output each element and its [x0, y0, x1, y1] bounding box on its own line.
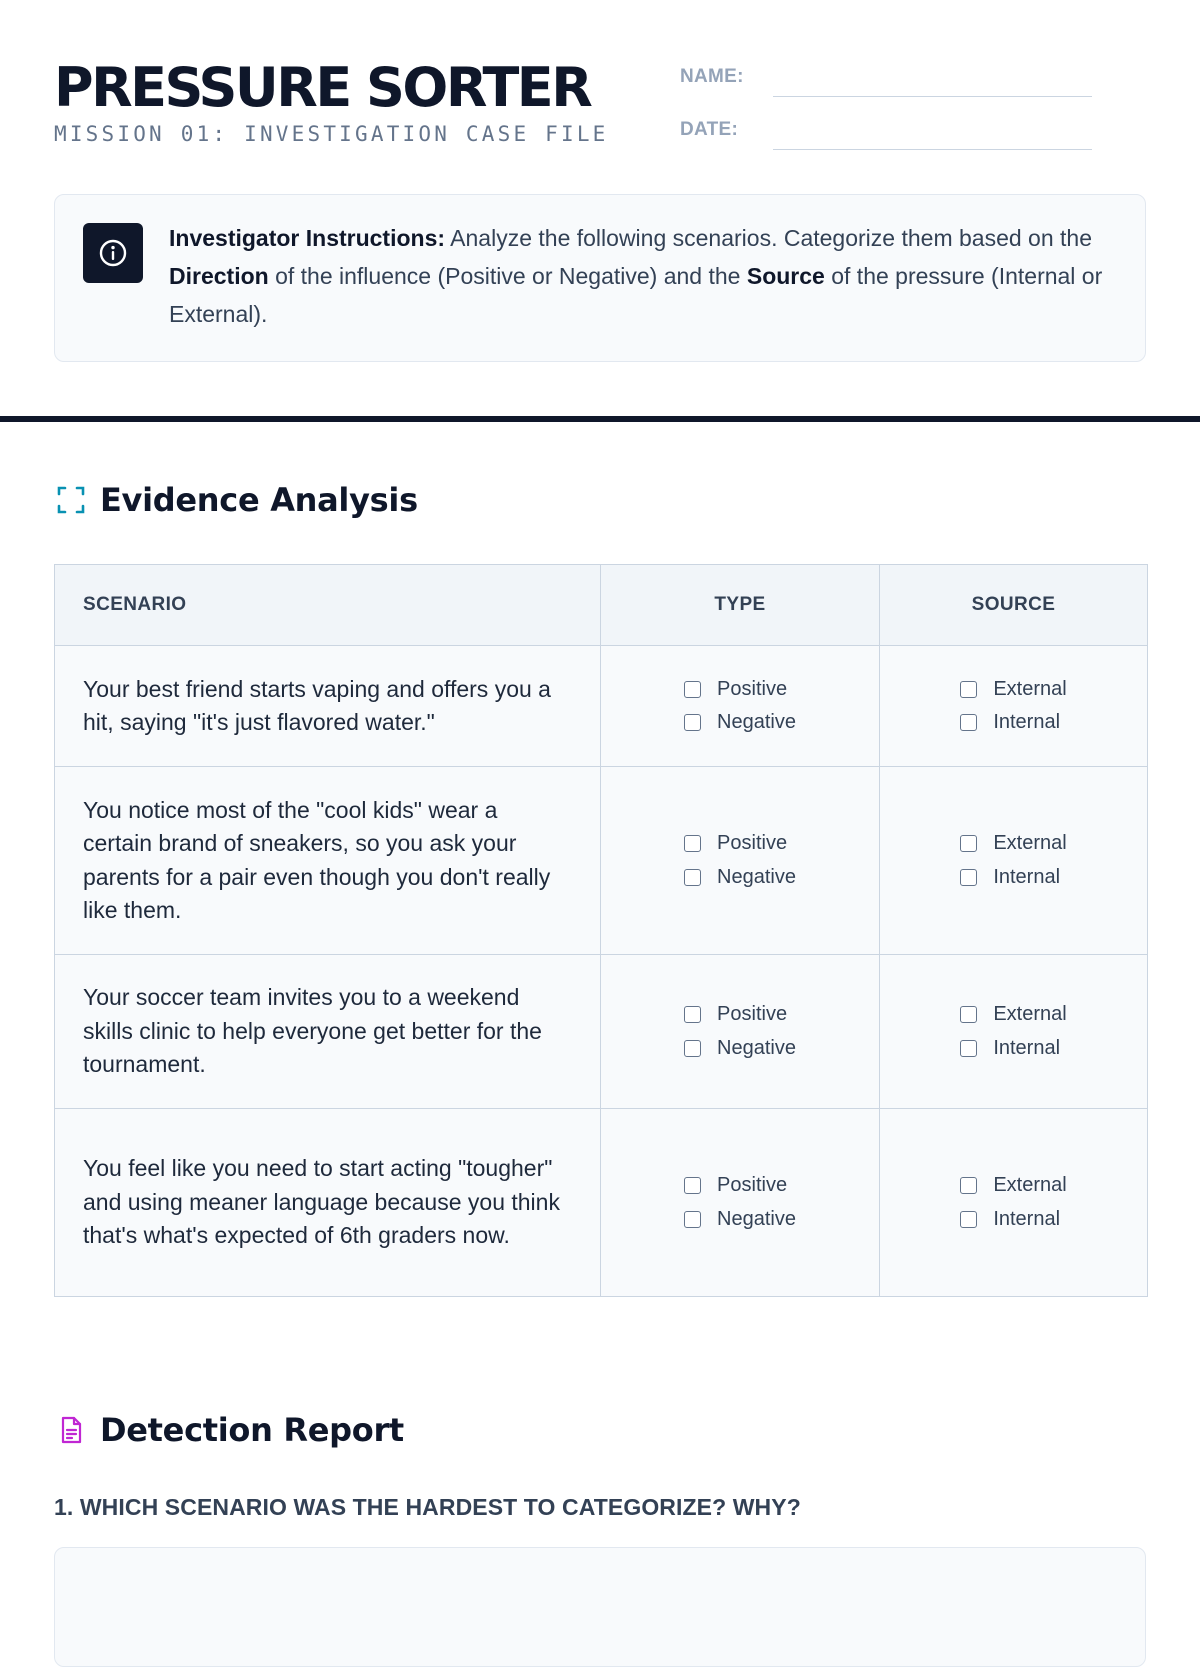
- column-header-scenario: SCENARIO: [55, 565, 601, 646]
- source-options-cell: [880, 1109, 1148, 1297]
- scenario-cell: Your best friend starts vaping and offers you a hit, saying "it's just flavored water.": [55, 646, 601, 767]
- name-label: NAME:: [680, 66, 744, 87]
- source-options: [960, 827, 1066, 894]
- source-option-label: Internal: [993, 1036, 1061, 1059]
- name-input-line[interactable]: [773, 96, 1092, 97]
- table-row: [55, 1109, 1148, 1297]
- type-option-label: Positive: [717, 832, 788, 855]
- checkbox[interactable]: [684, 681, 701, 698]
- source-option-label: Internal: [993, 711, 1061, 734]
- type-option-label: Positive: [717, 1174, 788, 1197]
- type-options: [684, 1169, 796, 1236]
- page-title: PRESSURE SORTER: [54, 56, 591, 119]
- type-option-label: Negative: [717, 865, 796, 888]
- checkbox[interactable]: [960, 1211, 977, 1228]
- type-options: [684, 998, 796, 1065]
- report-heading: [54, 1408, 404, 1452]
- type-option[interactable]: [684, 998, 787, 1032]
- source-options: [960, 998, 1066, 1065]
- type-option[interactable]: [684, 1169, 787, 1203]
- scenario-cell: Your soccer team invites you to a weekend skills clinic to help everyone get better for the tournament.: [55, 955, 601, 1109]
- type-option[interactable]: [684, 1032, 796, 1066]
- source-option-label: External: [993, 1174, 1067, 1197]
- source-option[interactable]: [960, 1169, 1066, 1203]
- page-subtitle: MISSION 01: INVESTIGATION CASE FILE: [54, 122, 609, 146]
- column-header-source: SOURCE: [880, 565, 1148, 646]
- evidence-heading-text: Evidence Analysis: [100, 481, 418, 519]
- checkbox[interactable]: [960, 1006, 977, 1023]
- source-option-label: Internal: [993, 1207, 1061, 1230]
- type-option[interactable]: [684, 827, 787, 861]
- source-options-cell: [880, 646, 1148, 767]
- evidence-table: [54, 564, 1148, 1297]
- checkbox[interactable]: [684, 714, 701, 731]
- checkbox[interactable]: [684, 835, 701, 852]
- table-row: [55, 955, 1148, 1109]
- type-option[interactable]: [684, 861, 796, 895]
- checkbox[interactable]: [684, 1211, 701, 1228]
- name-field-row: [680, 60, 1092, 100]
- type-option-label: Negative: [717, 711, 796, 734]
- date-input-line[interactable]: [773, 149, 1092, 150]
- checkbox[interactable]: [960, 714, 977, 731]
- type-options-cell: [601, 955, 880, 1109]
- question-1: 1. WHICH SCENARIO WAS THE HARDEST TO CATEGORIZE? WHY?: [54, 1494, 801, 1520]
- section-divider: [0, 416, 1200, 422]
- type-options: [684, 827, 796, 894]
- checkbox[interactable]: [960, 835, 977, 852]
- source-options: [960, 1169, 1066, 1236]
- evidence-heading: [54, 478, 418, 522]
- scenario-cell: You notice most of the "cool kids" wear a certain brand of sneakers, so you ask your parents for a pair even though you don't really like them.: [55, 767, 601, 955]
- checkbox[interactable]: [684, 1177, 701, 1194]
- info-icon: [83, 223, 143, 283]
- date-label: DATE:: [680, 119, 739, 140]
- report-heading-text: Detection Report: [100, 1411, 404, 1449]
- answer-box-1[interactable]: [54, 1547, 1146, 1667]
- instructions-lead: Investigator Instructions:: [169, 225, 446, 251]
- source-options-cell: [880, 955, 1148, 1109]
- type-option-label: Positive: [717, 1003, 788, 1026]
- instructions-panel: [54, 194, 1146, 362]
- type-options-cell: [601, 646, 880, 767]
- instructions-text: Investigator Instructions: Analyze the following scenarios. Categorize them based on the Direction of the influence (Positive or Negative) and the Source of the pressure (Internal or External).: [169, 225, 1103, 327]
- checkbox[interactable]: [960, 869, 977, 886]
- checkbox[interactable]: [684, 1006, 701, 1023]
- column-header-type: TYPE: [601, 565, 880, 646]
- scenario-cell: You feel like you need to start acting "tougher" and using meaner language because you think that's what's expected of 6th graders now.: [55, 1109, 601, 1297]
- source-option[interactable]: [960, 827, 1066, 861]
- type-option[interactable]: [684, 706, 796, 740]
- source-option-label: External: [993, 832, 1067, 855]
- source-option[interactable]: [960, 861, 1060, 895]
- source-option-label: Internal: [993, 865, 1061, 888]
- checkbox[interactable]: [684, 1040, 701, 1057]
- source-option[interactable]: [960, 998, 1066, 1032]
- type-option[interactable]: [684, 673, 787, 707]
- type-option-label: Negative: [717, 1207, 796, 1230]
- table-row: [55, 767, 1148, 955]
- checkbox[interactable]: [960, 681, 977, 698]
- source-option-label: External: [993, 677, 1067, 700]
- type-option[interactable]: [684, 1203, 796, 1237]
- source-option[interactable]: [960, 673, 1066, 707]
- table-row: [55, 646, 1148, 767]
- date-field-row: [680, 113, 1092, 153]
- source-option[interactable]: [960, 1032, 1060, 1066]
- type-option-label: Positive: [717, 677, 788, 700]
- checkbox[interactable]: [684, 869, 701, 886]
- document-icon: [54, 1413, 88, 1447]
- type-options: [684, 673, 796, 740]
- source-options: [960, 673, 1066, 740]
- checkbox[interactable]: [960, 1177, 977, 1194]
- source-option[interactable]: [960, 706, 1060, 740]
- source-option-label: External: [993, 1003, 1067, 1026]
- source-options-cell: [880, 767, 1148, 955]
- scan-frame-icon: [54, 483, 88, 517]
- type-options-cell: [601, 1109, 880, 1297]
- source-option[interactable]: [960, 1203, 1060, 1237]
- type-option-label: Negative: [717, 1036, 796, 1059]
- checkbox[interactable]: [960, 1040, 977, 1057]
- type-options-cell: [601, 767, 880, 955]
